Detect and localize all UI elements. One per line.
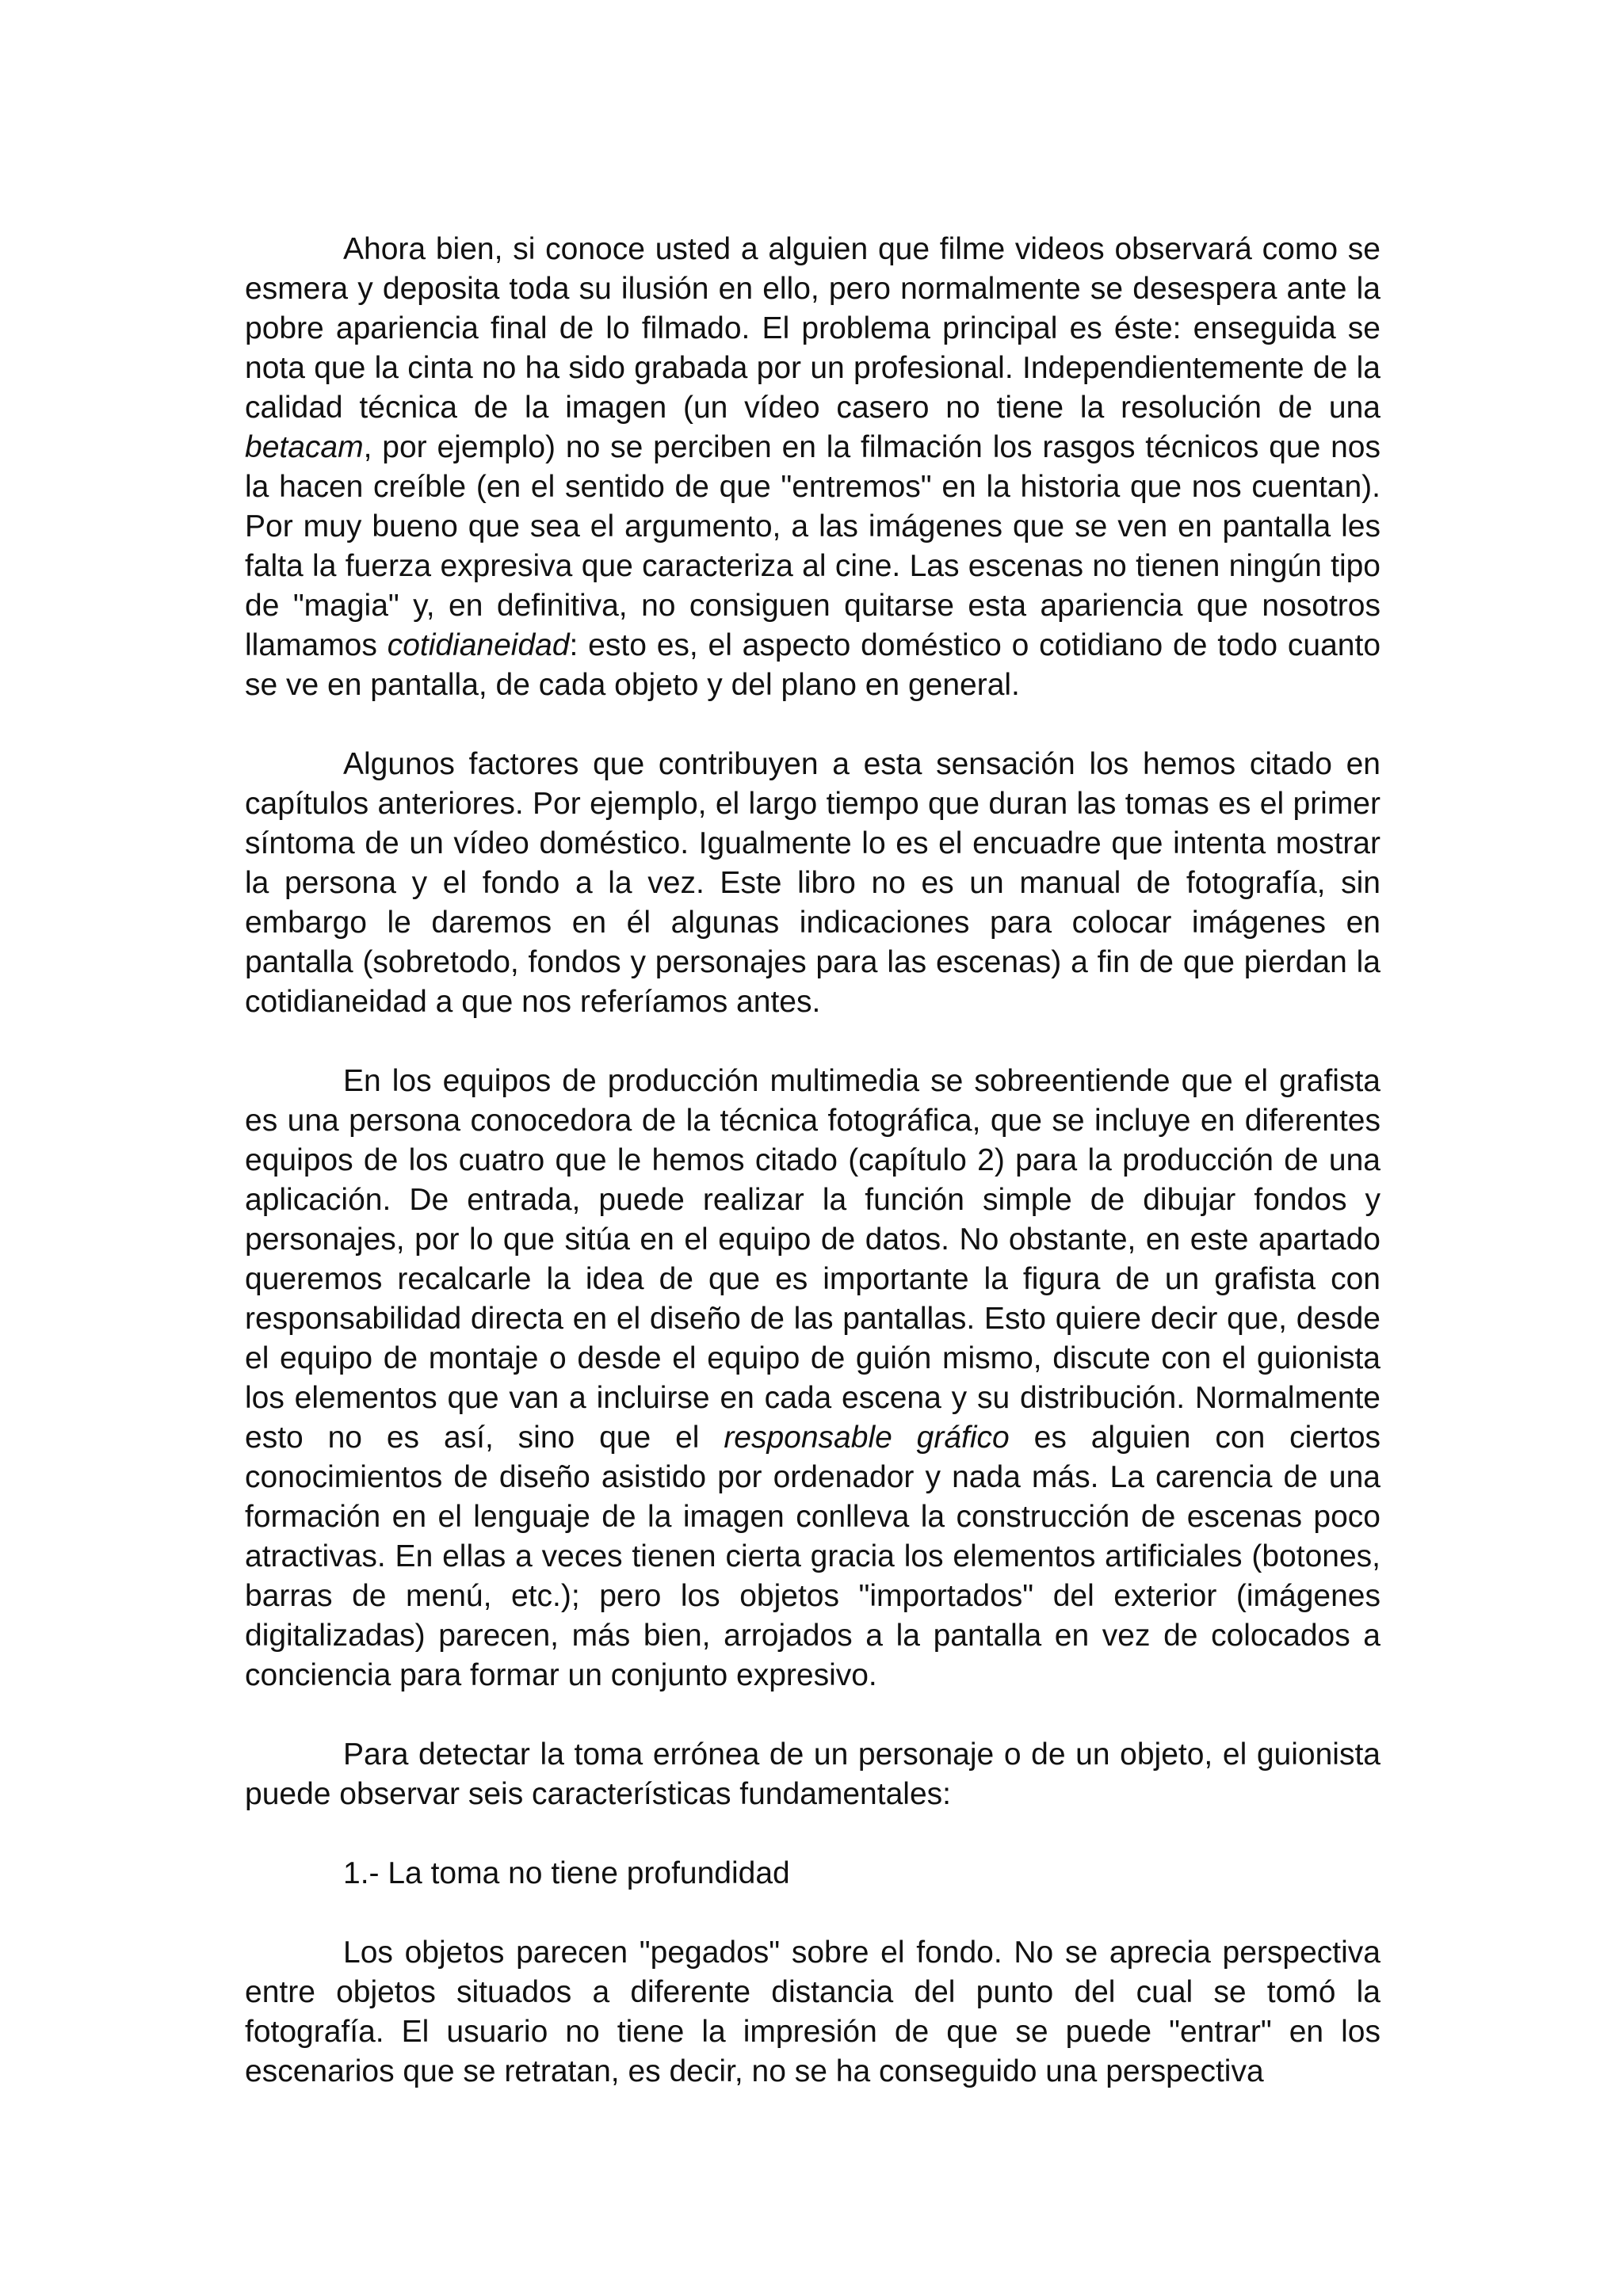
paragraph-1-italic-cotidianeidad: cotidianeidad: [387, 628, 570, 662]
paragraph-3-italic-responsable-grafico: responsable gráfico: [724, 1421, 1010, 1455]
paragraph-1-text-c: : esto es, el aspecto doméstico o cotidiano de todo cuanto se ve en pantalla, de cada objeto y del plano en general.: [245, 628, 1381, 702]
paragraph-1-text-a: Ahora bien, si conoce usted a alguien que filme videos observará como se esmera y deposita toda su ilusión en ello, pero normalmente se desespera ante la pobre apariencia final de lo filmado. El problema principal es éste: enseguida se nota que la cinta no ha sido grabada por un profesional. Independientemente de la calidad técnica de la imagen (un vídeo casero no tiene la resolución de una: [245, 232, 1381, 425]
paragraph-2: Algunos factores que contribuyen a esta sensación los hemos citado en capítulos anteriores. Por ejemplo, el largo tiempo que duran las tomas es el primer síntoma de un vídeo doméstico. Igualmente lo es el encuadre que intenta mostrar la persona y el fondo a la vez. Este libro no es un manual de fotografía, sin embargo le daremos en él algunas indicaciones para colocar imágenes en pantalla (sobretodo, fondos y personajes para las escenas) a fin de que pierdan la cotidianeidad a que nos referíamos antes.: [245, 747, 1381, 1019]
paragraph-1-italic-betacam: betacam: [245, 430, 364, 464]
list-item-heading-1: 1.- La toma no tiene profundidad: [343, 1856, 790, 1890]
paragraph-4: Para detectar la toma errónea de un personaje o de un objeto, el guionista puede observar seis características fundamentales:: [245, 1737, 1381, 1811]
paragraph-3-text-b: es alguien con ciertos conocimientos de diseño asistido por ordenador y nada más. La carencia de una formación en el lenguaje de la imagen conlleva la construcción de escenas poco atractivas. En ellas a veces tienen cierta gracia los elementos artificiales (botones, barras de menú, etc.); pero los objetos "importados" del exterior (imágenes digitalizadas) parecen, más bien, arrojados a la pantalla en vez de colocados a conciencia para formar un conjunto expresivo.: [245, 1421, 1381, 1692]
paragraph-3-text-a: En los equipos de producción multimedia se sobreentiende que el grafista es una persona conocedora de la técnica fotográfica, que se incluye en diferentes equipos de los cuatro que le hemos citado (capítulo 2) para la producción de una aplicación. De entrada, puede realizar la función simple de dibujar fondos y personajes, por lo que sitúa en el equipo de datos. No obstante, en este apartado queremos recalcarle la idea de que es importante la figura de un grafista con responsabilidad directa en el diseño de las pantallas. Esto quiere decir que, desde el equipo de montaje o desde el equipo de guión mismo, discute con el guionista los elementos que van a incluirse en cada escena y su distribución. Normalmente esto no es así, sino que el: [245, 1064, 1381, 1455]
paragraph-1: [245, 230, 1381, 705]
paragraph-3: [245, 1062, 1381, 1695]
paragraph-5: Los objetos parecen "pegados" sobre el fondo. No se aprecia perspectiva entre objetos situados a diferente distancia del punto del cual se tomó la fotografía. El usuario no tiene la impresión de que se puede "entrar" en los escenarios que se retratan, es decir, no se ha conseguido una perspectiva: [245, 1936, 1381, 2088]
document-body: [245, 230, 1381, 2092]
paragraph-1-text-b: , por ejemplo) no se perciben en la filmación los rasgos técnicos que nos la hacen creíble (en el sentido de que "entremos" en la historia que nos cuentan). Por muy bueno que sea el argumento, a las imágenes que se ven en pantalla les falta la fuerza expresiva que caracteriza al cine. Las escenas no tienen ningún tipo de "magia" y, en definitiva, no consiguen quitarse esta apariencia que nosotros llamamos: [245, 430, 1381, 662]
